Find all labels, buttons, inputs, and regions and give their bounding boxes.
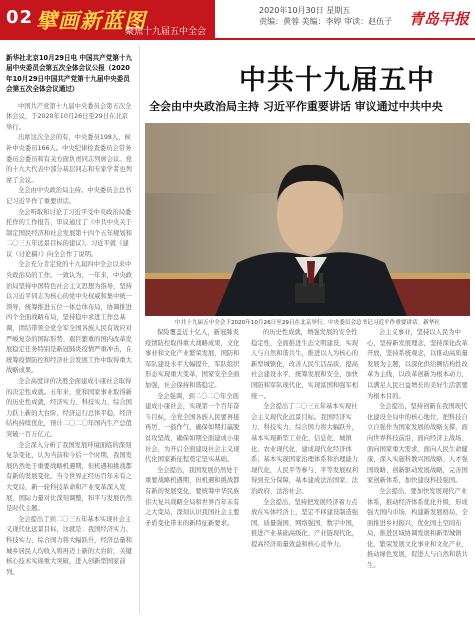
column-subtitle: 聚焦十九届五中全会 xyxy=(125,27,207,37)
headline: 中共十九届五中 xyxy=(239,65,435,96)
photo-illustration xyxy=(145,123,470,316)
article-paragraph: 全会提出，坚持把发展经济着力点放在实体经济上，坚定不移建设制造强国、质量强国、网络强国、数字中国，推进产业基础高级化、产业链现代化，提高经济质量效益和核心竞争力。 xyxy=(251,498,359,548)
date-line: 2020年10月30日 星期五 xyxy=(259,6,351,15)
article-paragraph: 全会提出了二〇三五年基本实现社会主义现代化远景目标。我国经济实力、科技实力、综合国力将大幅跃升，基本实现新型工业化、信息化、城镇化、农业现代化，建成现代化经济体系；基本实现国家治理体系和治理能力现代化，人民平等参与、平等发展权利得到充分保障，基本建成法治国家、法治政府、法治社会。 xyxy=(251,403,359,495)
lower-column-2 xyxy=(251,328,361,616)
header-meta xyxy=(259,5,392,27)
article-paragraph: 中国共产党第十九届中央委员会第五次全体会议，于2020年10月26日至29日在北京举行。 xyxy=(6,102,132,131)
newspaper-logo xyxy=(409,6,469,28)
article-paragraph: 全会提出，坚持创新在我国现代化建设全局中的核心地位，把科技自立自强作为国家发展的战略支撑，面向世界科技前沿、面向经济主战场、面向国家重大需求、面向人民生命健康，深入实施科教兴国战略、人才强国战略、创新驱动发展战略，完善国家创新体系，加快建设科技强国。 xyxy=(367,403,468,485)
column-banner xyxy=(0,0,215,38)
article-paragraph: 全会强调，到二〇二〇年全面建成小康社会，实现第一个百年奋斗目标，全党全国各族人民要再接再厉、一鼓作气，确保如期打赢脱贫攻坚战，确保如期全面建成小康社会，为开启全面建设社会主义现代化国家新征程奠定坚实基础。 xyxy=(145,392,240,464)
logo-text: 青岛早报 xyxy=(409,10,470,28)
article-paragraph: 的历史性成就，增强发展的安全性稳定性，全面推进生态文明建设，实现人与自然和谐共生，推进以人为核心的新型城镇化，改善人民生活品质，提高社会建设水平，统筹发展和安全，加快国防和军队现代化，实现富国和强军相统一。 xyxy=(251,329,359,400)
subheadline: 全会由中央政治局主持 习近平作重要讲话 审议通过中共中央 xyxy=(149,100,443,113)
article-paragraph: 全会深入分析了我国发展环境面临的深刻复杂变化，认为当前和今后一个时期，我国发展仍然处于重要战略机遇期，但机遇和挑战都有新的发展变化。当今世界正经历百年未有之大变局，新一轮科技革命和产业变革深入发展，国际力量对比深刻调整，和平与发展仍然是时代主题。 xyxy=(6,441,132,513)
lower-column-3 xyxy=(367,328,470,616)
article-paragraph: 全会听取和讨论了习近平受中央政治局委托作的工作报告，审议通过了《中共中央关于制定国民经济和社会发展第十四个五年规划和二〇三五年远景目标的建议》。习近平就《建议（讨论稿）》向全会作了说明。 xyxy=(6,208,132,258)
page-number: 02 xyxy=(6,7,34,28)
article-paragraph: 全会由中央政治局主持。中央委员会总书记习近平作了重要讲话。 xyxy=(6,187,132,205)
editors-line: 责编：黄蓉 美编：李婷 审读：赵伍子 xyxy=(259,17,393,26)
article-paragraph: 出席这次全会的有，中央委员198人，候补中央委员166人。中央纪律检查委员会常务委员会委员和有关方面负责同志列席会议。党的十九大代表中部分基层同志和专家学者也列席了会议。 xyxy=(6,134,132,184)
article-paragraph: 全会提出了到二〇三五年基本实现社会主义现代化远景目标，这就是：我国经济实力、科技实力、综合国力将大幅跃升，经济总量和城乡居民人均收入将再迈上新的大台阶，关键核心技术实现重大突破，进入创新型国家前列。 xyxy=(6,515,132,576)
column-divider xyxy=(139,46,140,614)
article-paragraph: 全会充分肯定党的十九届四中全会以来中央政治局的工作。一致认为，一年来，中央政治局坚持中国特色社会主义思想为指导，坚持以习近平同志为核心的党中央权威和集中统一领导，统筹推进五位一体总体布局，协调推进四个全面战略布局，坚持稳中求进工作总基调，团结带领全党全军全国各族人民有效应对严峻复杂的国际形势、艰巨繁重的国内改革发展稳定任务特别是新冠肺炎疫情严重冲击，在统筹疫情防控和经济社会发展工作中取得重大战略成果。 xyxy=(6,261,132,375)
lower-column-1 xyxy=(145,328,245,616)
article-paragraph: 保险覆盖近十亿人，新冠肺炎疫情防控取得重大战略成果，文化事业和文化产业繁荣发展，国防和军队建设水平大幅提升，军队组织形态实现重大变革，国家安全全面加强，社会保持和谐稳定。 xyxy=(145,329,240,389)
article-lead: 新华社北京10月29日电 中国共产党第十九届中央委员会第五次全体会议公报（2020年10月29日中国共产党第十九届中央委员会第五次全体会议通过） xyxy=(6,53,133,94)
article-paragraph: 全会提出，要加快发展现代产业体系，推动经济体系优化升级，形成强大国内市场，构建新发展格局，全面推进乡村振兴，优化国土空间布局，推进区域协调发展和新型城镇化，繁荣发展文化事业和文化产业，推动绿色发展，促进人与自然和谐共生。 xyxy=(367,487,468,570)
left-article xyxy=(6,46,134,614)
column-title: 擘画新蓝图 xyxy=(36,8,146,33)
article-paragraph: 全会提出，我国发展仍然处于重要战略机遇期，但机遇和挑战都有新的发展变化，要统筹中华民族伟大复兴战略全局和世界百年未有之大变局，深刻认识我国社会主要矛盾变化带来的新特征新要求。 xyxy=(145,466,240,527)
article-paragraph: 会主义事业，坚持以人民为中心，坚持新发展理念，坚持深化改革开放，坚持系统观念，以推动高质量发展为主题，以深化供给侧结构性改革为主线，以改革创新为根本动力，以满足人民日益增长的美好生活需要为根本目的。 xyxy=(367,329,468,400)
page-header xyxy=(0,0,475,40)
photo-caption: 中共十九届五中全会于2020年10月26日至29日在北京举行。中央委员会总书记习近平作重要讲话。新华社 xyxy=(175,320,440,326)
news-photo xyxy=(145,123,470,316)
article-paragraph: 全会高度评价决胜全面建成小康社会取得的决定性成就。五年来，党和国家事业取得新的历史性成就，经济实力、科技实力、综合国力跃上新的大台阶，经济运行总体平稳，经济结构持续优化，预计二〇二〇年国内生产总值突破一百万亿元。 xyxy=(6,378,132,438)
